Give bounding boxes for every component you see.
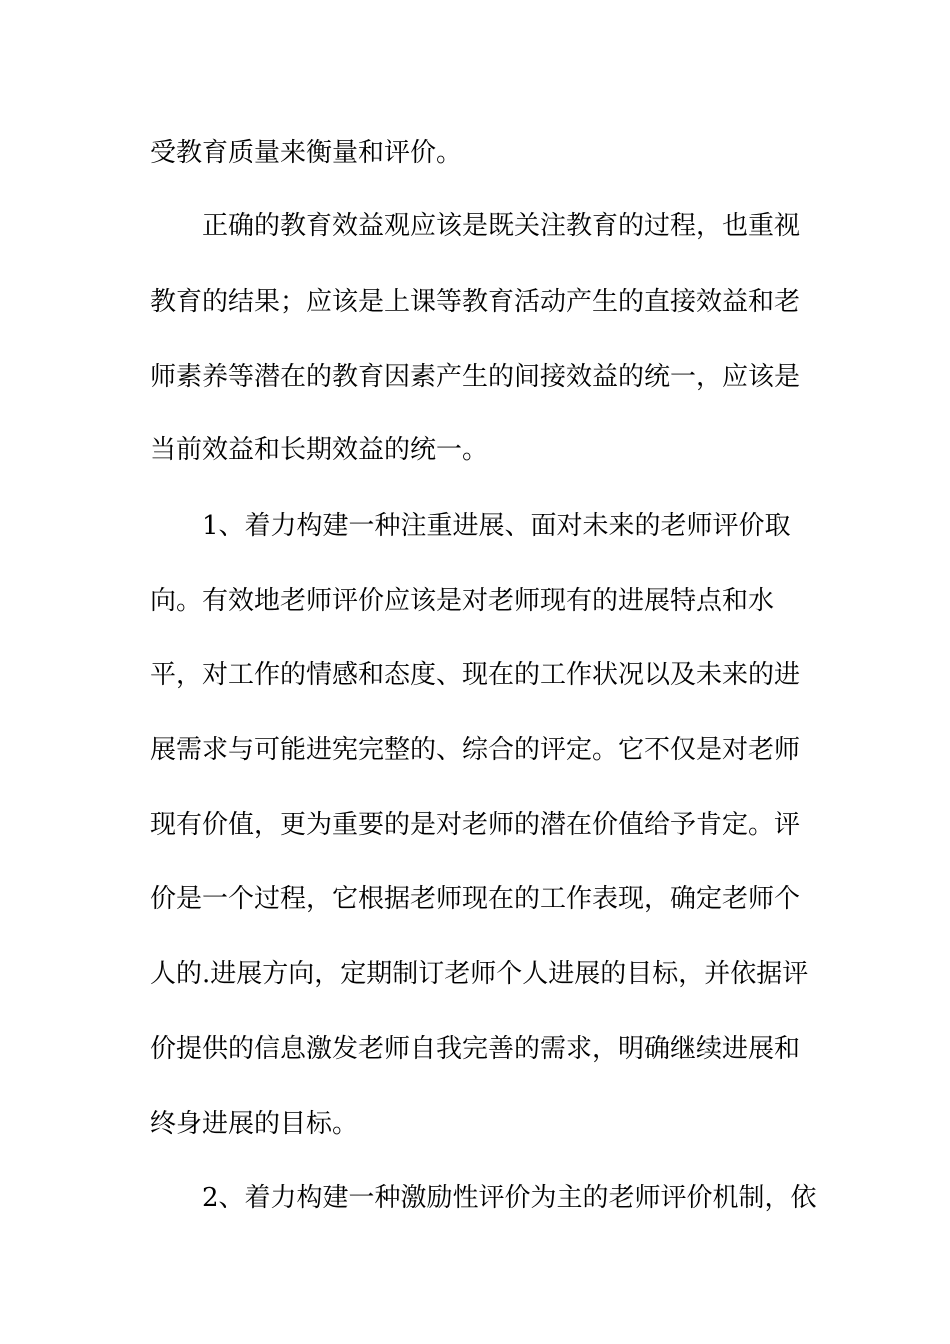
- paragraph-2-line-2: 向。有效地老师评价应该是对老师现有的进展特点和水: [150, 586, 775, 616]
- paragraph-1-line-3: 师素养等潜在的教育因素产生的间接效益的统一，应该是: [150, 362, 801, 392]
- paragraph-2-line-9: 终身进展的目标。: [150, 1109, 359, 1139]
- text-line-1: 受教育质量来衡量和评价。: [150, 138, 463, 168]
- paragraph-2-line-4: 展需求与可能进宪完整的、综合的评定。它不仅是对老师: [150, 735, 801, 765]
- paragraph-3-line-1: 2、着力构建一种激励性评价为主的老师评价机制，依: [202, 1183, 817, 1213]
- paragraph-2-line-6: 价是一个过程，它根据老师现在的工作表现，确定老师个: [150, 884, 801, 914]
- paragraph-1-line-1: 正确的教育效益观应该是既关注教育的过程，也重视: [202, 211, 801, 241]
- paragraph-1-line-4: 当前效益和长期效益的统一。: [150, 435, 489, 465]
- paragraph-2-line-1: 1、着力构建一种注重进展、面对未来的老师评价取: [202, 511, 791, 541]
- paragraph-2-line-5: 现有价值，更为重要的是对老师的潜在价值给予肯定。评: [150, 810, 801, 840]
- paragraph-2-line-8: 价提供的信息激发老师自我完善的需求，明确继续进展和: [150, 1034, 801, 1064]
- paragraph-1-line-2: 教育的结果；应该是上课等教育活动产生的直接效益和老: [150, 287, 801, 317]
- paragraph-2-line-7: 人的.进展方向，定期制订老师个人进展的目标，并依据评: [150, 959, 809, 989]
- paragraph-2-line-3: 平，对工作的情感和态度、现在的工作状况以及未来的进: [150, 660, 801, 690]
